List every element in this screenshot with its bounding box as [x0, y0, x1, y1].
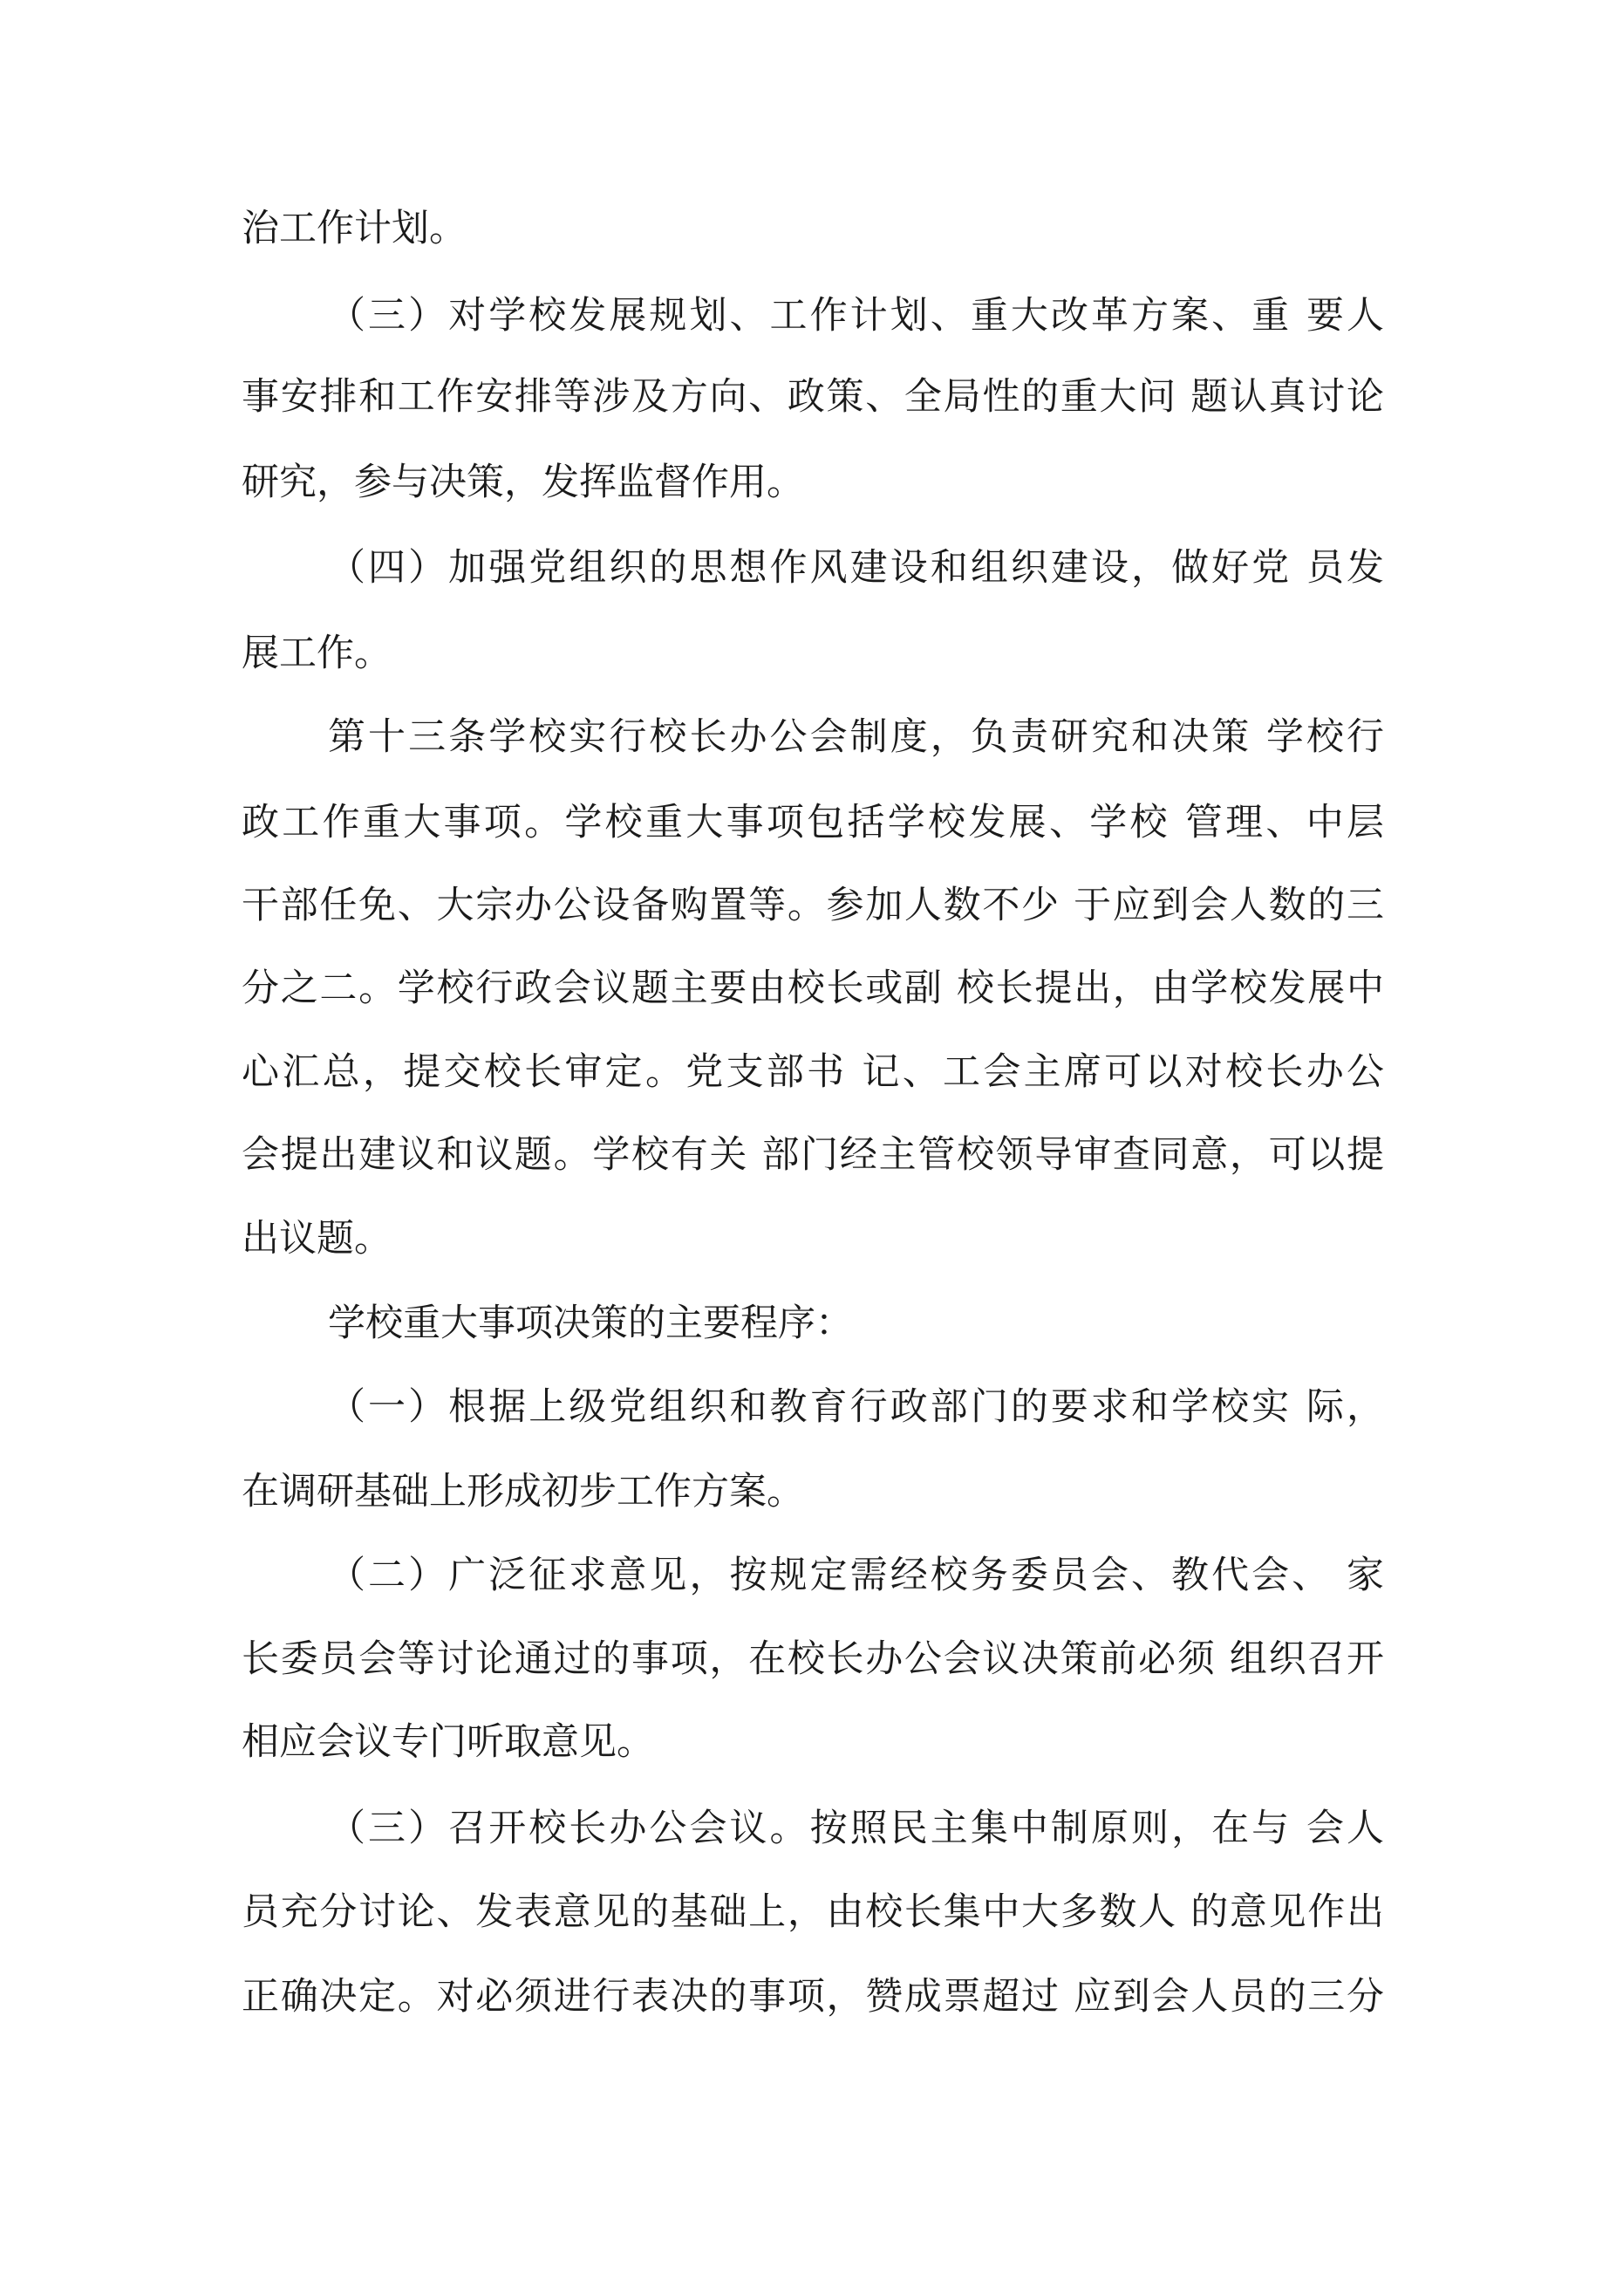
text-line: 事安排和工作安排等涉及方向、政策、全局性的重大问 题认真讨论 [242, 375, 1384, 419]
text-line: 学校重大事项决策的主要程序： [328, 1302, 853, 1345]
text-line: 政工作重大事项。学校重大事项包括学校发展、学校 管理、中层 [242, 801, 1384, 844]
text-line: 长委员会等讨论通过的事项，在校长办公会议决策前必须 组织召开 [242, 1637, 1384, 1681]
text-line: 在调研基础上形成初步工作方案。 [242, 1470, 804, 1514]
text-line: （二）广泛征求意见，按规定需经校务委员会、教代会、 家 [328, 1554, 1384, 1597]
text-line: 相应会议专门听取意见。 [242, 1720, 654, 1764]
text-line: （三）召开校长办公会议。按照民主集中制原则，在与 会人 [328, 1807, 1384, 1850]
text-line: 会提出建议和议题。学校有关 部门经主管校领导审查同意，可以提 [242, 1133, 1384, 1177]
text-line: 展工作。 [242, 632, 392, 675]
text-line: 心汇总，提交校长审定。党支部书 记、工会主席可以对校长办公 [242, 1050, 1384, 1094]
text-line: 治工作计划。 [242, 207, 467, 250]
text-line: （一）根据上级党组织和教育行政部门的要求和学校实 际， [328, 1385, 1384, 1429]
text-line: 第十三条学校实行校长办公会制度，负责研究和决策 学校行 [328, 715, 1384, 759]
text-line: 干部任免、大宗办公设备购置等。参加人数不少 于应到会人数的三 [242, 884, 1384, 927]
text-line: 出议题。 [242, 1217, 392, 1261]
text-line: 员充分讨论、发表意见的基础上，由校长集中大多数人 的意见作出 [242, 1890, 1384, 1934]
text-line: （三）对学校发展规划、工作计划、重大改革方案、重 要人 [328, 294, 1384, 338]
text-line: 分之二。学校行政会议题主要由校长或副 校长提出，由学校发展中 [242, 967, 1384, 1010]
text-line: （四）加强党组织的思想作风建设和组织建设，做好党 员发 [328, 546, 1384, 590]
text-line: 研究，参与决策，发挥监督作用。 [242, 461, 804, 504]
text-line: 正确决定。对必须进行表决的事项，赞成票超过 应到会人员的三分 [242, 1975, 1384, 2019]
